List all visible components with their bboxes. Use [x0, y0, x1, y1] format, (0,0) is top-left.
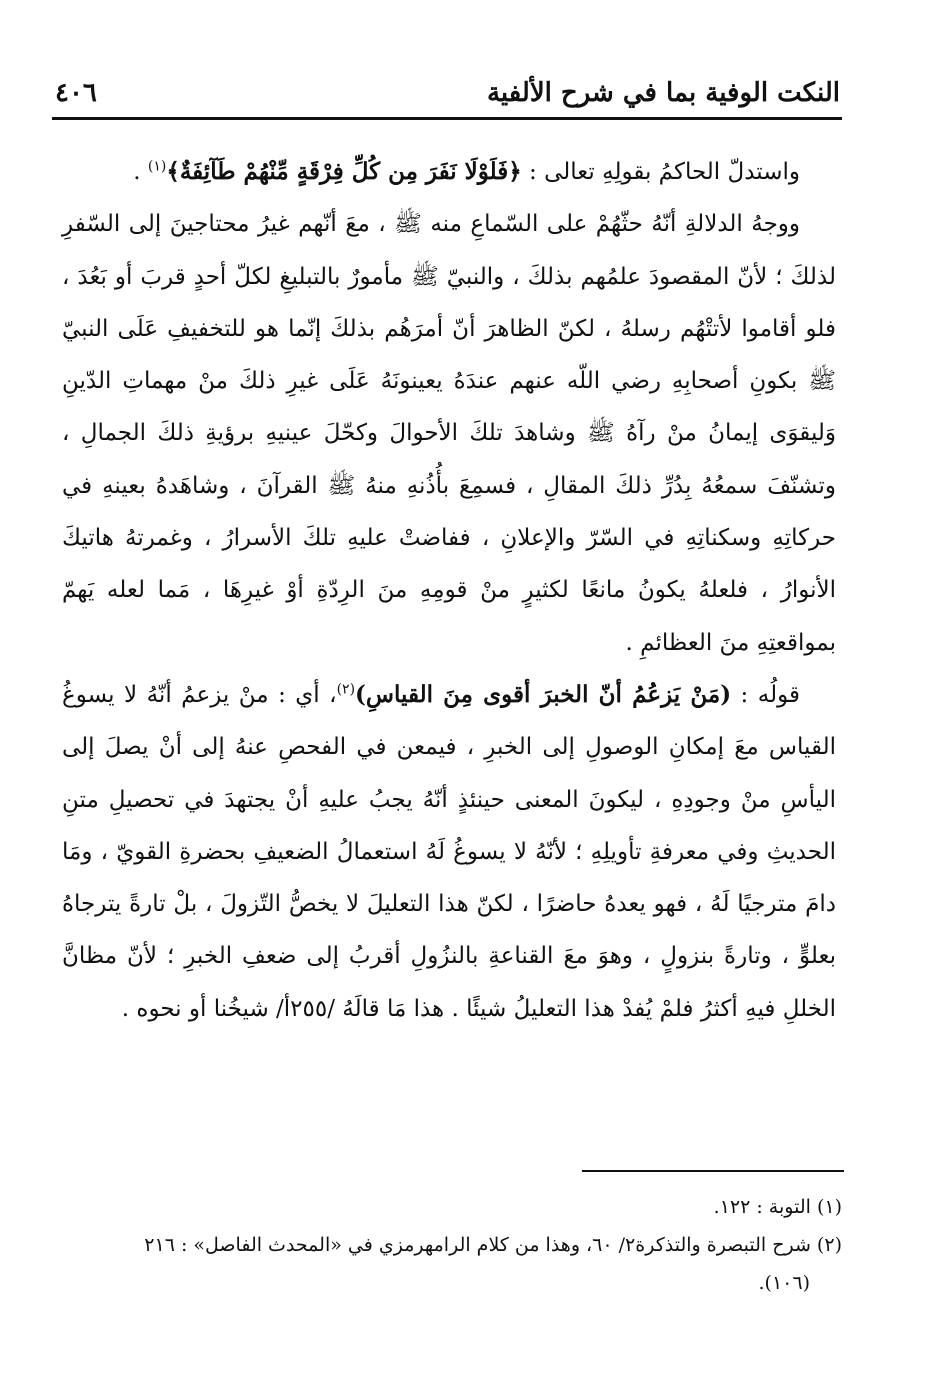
running-header: [55, 70, 840, 116]
page-number: ٤٠٦: [55, 78, 97, 108]
book-title: النكت الوفية بما في شرح الألفية: [486, 78, 840, 108]
paragraph-1-end: .: [133, 159, 148, 185]
paragraph-1: [62, 146, 836, 198]
main-text: [62, 146, 836, 1035]
footnote-divider: [582, 1170, 844, 1172]
paragraph-1-intro: واستدلّ الحاكمُ بقولِهِ تعالى :: [521, 159, 800, 185]
footnote-ref-1: (١): [147, 158, 167, 175]
commentary-quote: (مَنْ يَزعُمُ أنّ الخبرَ أقوى مِنَ القياسِ): [355, 680, 732, 708]
paragraph-3-intro: قولُه :: [731, 681, 800, 708]
header-divider: [52, 117, 842, 120]
footnote-2: (٢) شرح التبصرة والتذكرة٢/ ٦٠، وهذا من كلام الرامهرمزي في «المحدث الفاصل» : ٢١٦: [144, 1234, 842, 1256]
footnote-ref-2: (٢): [336, 681, 356, 698]
footnote-2-continuation: (١٠٦).: [758, 1272, 810, 1294]
paragraph-3: [62, 669, 836, 1035]
paragraph-3-body: ، أي : منْ يزعمُ أنّهُ لا يسوغُ القياس معَ إمكانِ الوصولِ إلى الخبرِ ، فيمعن في الفحصِ عنهُ إلى أنْ يصلَ إلى اليأسِ منْ وجودِهِ ، ليكونَ المعنى حينئذٍ أنّهُ يجبُ عليهِ أنْ يجتهدَ في تحصيلِ متنِ الحديثِ وفي معرفةِ تأويلِهِ ؛ لأنّهُ لا يسوغُ لَهُ استعمالُ الضعيفِ بحضرةِ القويّ ، ومَا دامَ مترجيًا لَهُ ، فهو يعدهُ حاضرًا ، لكنّ هذا التعليلَ لا يخصُّ التّزولَ ، بلْ تارةً يترجاهُ بعلوٍّ ، وتارةً بنزولٍ ، وهوَ معَ القناعةِ بالنزُولِ أقربُ إلى ضعفِ الخبرِ ؛ لأنّ مظانَّ الخللِ فيهِ أكثرُ فلمْ يُفدْ هذا التعليلُ شيئًا . هذا مَا قالَهُ /٢٥٥أ/ شيخُنا أو نحوه .: [62, 681, 836, 1022]
quran-verse: ﴿فَلَوْلَا نَفَرَ مِن كُلِّ فِرْقَةٍ مِّنْهُمْ طَآئِفَةٌ﴾: [166, 158, 522, 185]
footnotes: [62, 1188, 842, 1302]
paragraph-2: ووجهُ الدلالةِ أنّهُ حثّهُمْ على السّماعِ منه ﷺ ، معَ أنّهم غيرُ محتاجينَ إلى السّفرِ لذلكَ ؛ لأنّ المقصودَ علمُهم بذلكَ ، والنبيّ ﷺ مأمورٌ بالتبليغِ لكلّ أحدٍ قربَ أو بَعُدَ ، فلو أقاموا لأتتْهُم رسلهُ ، لكنّ الظاهرَ أنّ أمرَهُم بذلكَ إنّما هو للتخفيفِ عَلَى النبيّ ﷺ بكونِ أصحابِهِ رضي اللّه عنهم عندَهُ يعينونَهُ عَلَى غيرِ ذلكَ منْ مهماتِ الدّينِ وَليقوَى إيمانُ منْ رآهُ ﷺ وشاهدَ تلكَ الأحوالَ وكحّلَ عينيهِ برؤيةِ ذلكَ الجمالِ ، وتشنّفَ سمعُهُ بِدُرِّ ذلكَ المقالِ ، فسمِعَ بأُذُنهِ منهُ ﷺ القرآنَ ، وشاهَدهُ بعينهِ في حركاتِهِ وسكناتِهِ في السّرّ والإعلانِ ، ففاضتْ عليهِ تلكَ الأسرارُ ، وغمرتهُ هاتيكَ الأنوارُ ، فلعلهُ يكونُ مانعًا لكثيرٍ منْ قومِهِ منَ الرِدّةِ أوْ غيرِهَا ، مَما لعله يَهمّ بمواقعتِهِ منَ العظائمِ .: [62, 211, 836, 656]
footnote-1: (١) التوبة : ١٢٢.: [713, 1196, 842, 1218]
